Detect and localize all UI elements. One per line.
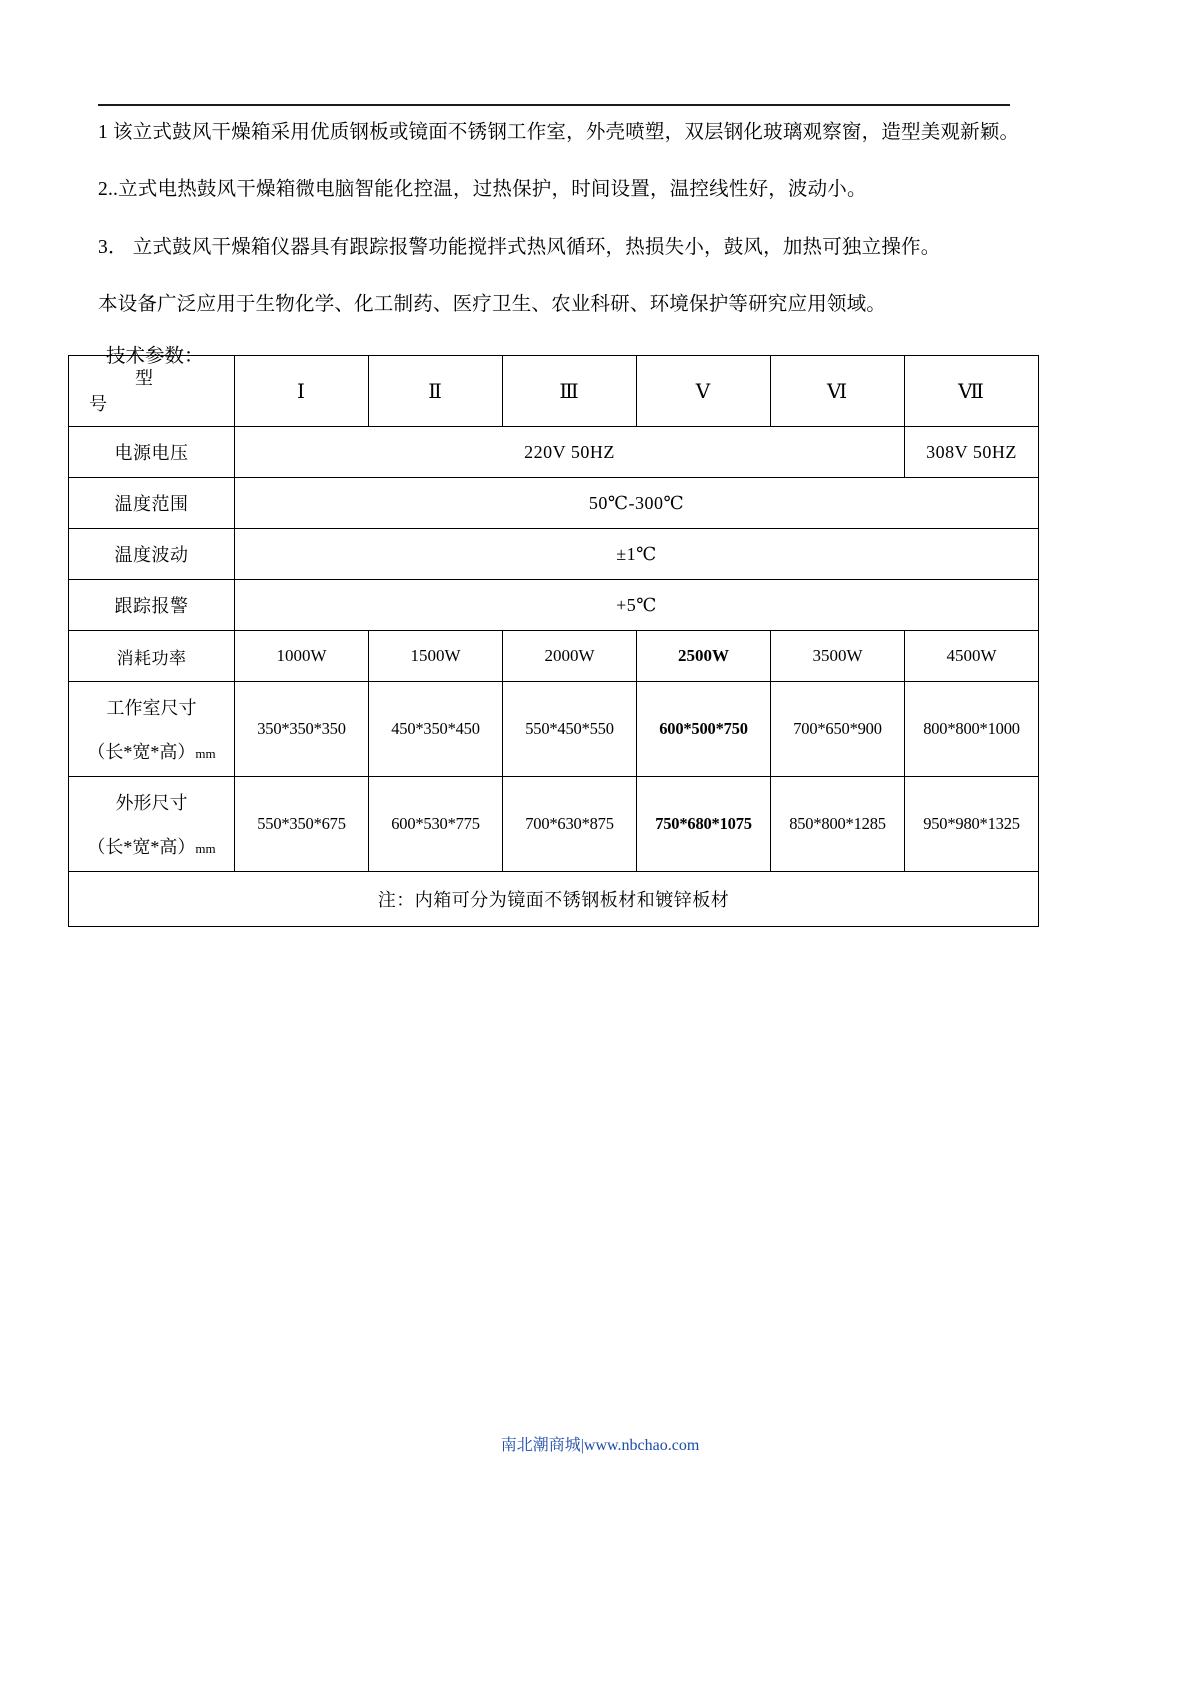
power-value-6: 4500W <box>905 631 1039 682</box>
overall-size-value-5: 850*800*1285 <box>771 777 905 872</box>
tech-params-label: 技术参数： <box>106 346 204 367</box>
chamber-size-value-1: 350*350*350 <box>235 682 369 777</box>
body-text <box>98 118 1048 378</box>
table-note: 注：内箱可分为镜面不锈钢板材和镀锌板材 <box>69 872 1039 927</box>
overall-size-value-6: 950*980*1325 <box>905 777 1039 872</box>
table-row-tracking-alarm <box>69 580 1039 631</box>
spec-table-container <box>68 355 1038 927</box>
table-row-power <box>69 631 1039 682</box>
overall-size-label-dims: （长*宽*高） <box>87 837 196 857</box>
temp-fluctuation-value: ±1℃ <box>235 529 1039 580</box>
paragraph-4: 本设备广泛应用于生物化学、化工制药、医疗卫生、农业科研、环境保护等研究应用领域。 <box>98 293 887 315</box>
power-value-3: 2000W <box>503 631 637 682</box>
spec-table <box>68 355 1039 927</box>
temp-range-value: 50℃-300℃ <box>235 478 1039 529</box>
power-value-2: 1500W <box>369 631 503 682</box>
overall-size-value-2: 600*530*775 <box>369 777 503 872</box>
paragraph-3: 3． 立式鼓风干燥箱仪器具有跟踪报警功能搅拌式热风循环，热损失小，鼓风，加热可独立操作。 <box>98 236 941 258</box>
table-row-voltage <box>69 427 1039 478</box>
header-rule <box>98 104 1010 106</box>
row-label-overall-size <box>69 777 235 872</box>
chamber-size-unit: mm <box>195 746 216 761</box>
model-corner-bottom: 号 <box>89 394 107 414</box>
chamber-size-label-dims: （长*宽*高） <box>87 742 196 762</box>
row-label-voltage: 电源电压 <box>69 427 235 478</box>
power-value-1: 1000W <box>235 631 369 682</box>
paragraph-2: 2..立式电热鼓风干燥箱微电脑智能化控温，过热保护，时间设置，温控线性好，波动小。 <box>98 179 867 201</box>
row-label-power: 消耗功率 <box>69 631 235 682</box>
model-header-6: Ⅶ <box>905 356 1039 427</box>
table-row-header <box>69 356 1039 427</box>
model-corner-top: 型 <box>135 368 153 388</box>
overall-size-label-line1: 外形尺寸 <box>115 793 188 813</box>
table-row-overall-size <box>69 777 1039 872</box>
chamber-size-value-2: 450*350*450 <box>369 682 503 777</box>
table-row-chamber-size <box>69 682 1039 777</box>
table-row-temp-fluctuation <box>69 529 1039 580</box>
power-value-5: 3500W <box>771 631 905 682</box>
power-value-4: 2500W <box>637 631 771 682</box>
chamber-size-label-line2 <box>71 738 232 764</box>
chamber-size-label-line1: 工作室尺寸 <box>106 698 197 718</box>
model-header-1: Ⅰ <box>235 356 369 427</box>
voltage-value-main: 220V 50HZ <box>235 427 905 478</box>
overall-size-value-3: 700*630*875 <box>503 777 637 872</box>
footer-link[interactable]: 南北潮商城|www.nbchao.com <box>500 1437 700 1454</box>
overall-size-label-line2 <box>71 833 232 859</box>
model-corner-cell <box>69 356 235 427</box>
model-header-3: Ⅲ <box>503 356 637 427</box>
chamber-size-value-5: 700*650*900 <box>771 682 905 777</box>
model-header-2: Ⅱ <box>369 356 503 427</box>
overall-size-value-1: 550*350*675 <box>235 777 369 872</box>
tracking-alarm-value: +5℃ <box>235 580 1039 631</box>
row-label-temp-fluctuation: 温度波动 <box>69 529 235 580</box>
table-row-temp-range <box>69 478 1039 529</box>
model-header-4: Ⅴ <box>637 356 771 427</box>
paragraph-1: 1 该立式鼓风干燥箱采用优质钢板或镜面不锈钢工作室，外壳喷塑，双层钢化玻璃观察窗，造型美观新颖。 <box>98 122 1020 143</box>
chamber-size-value-6: 800*800*1000 <box>905 682 1039 777</box>
row-label-tracking-alarm: 跟踪报警 <box>69 580 235 631</box>
row-label-chamber-size <box>69 682 235 777</box>
table-row-note <box>69 872 1039 927</box>
overall-size-unit: mm <box>195 841 216 856</box>
chamber-size-value-4: 600*500*750 <box>637 682 771 777</box>
chamber-size-value-3: 550*450*550 <box>503 682 637 777</box>
row-label-temp-range: 温度范围 <box>69 478 235 529</box>
overall-size-value-4: 750*680*1075 <box>637 777 771 872</box>
model-header-5: Ⅵ <box>771 356 905 427</box>
voltage-value-last: 308V 50HZ <box>905 427 1039 478</box>
